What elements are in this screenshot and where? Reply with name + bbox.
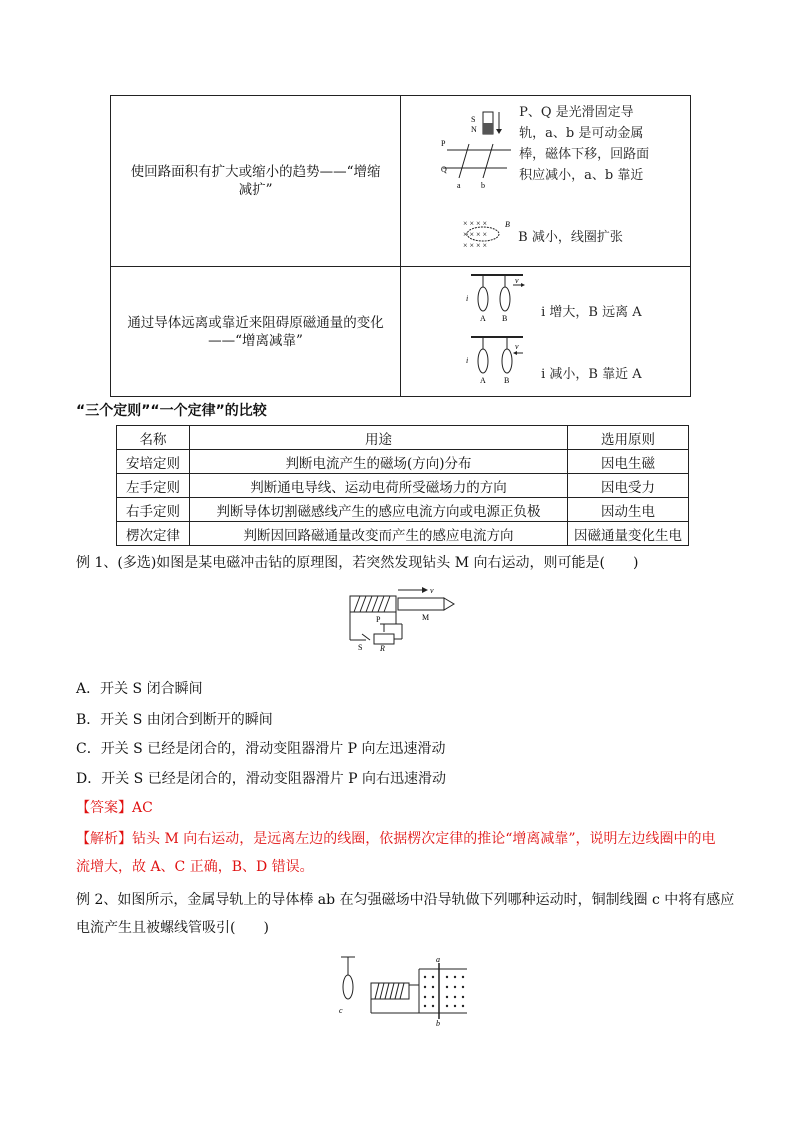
- table-row: [117, 474, 689, 498]
- analysis-text: 钻头 M 向右运动，是远离左边的线圈，依据楞次定律的推论“增离减靠”，说明左边线圈中的电: [132, 831, 716, 847]
- label-q: Q: [441, 165, 447, 174]
- table-row: [117, 522, 689, 546]
- ex2-question-line1: 例 2、如图所示，金属导轨上的导体棒 ab 在匀强磁场中沿导轨做下列哪种运动时，铜制线圈 c 中将有感应: [76, 892, 735, 908]
- row1-figure-cell: [401, 96, 691, 267]
- label-c: c: [339, 1006, 343, 1015]
- phenomena-table: [110, 95, 691, 397]
- row1-desc1: [519, 102, 649, 186]
- row1-label-cell: [111, 96, 401, 267]
- ex1-analysis-line2: 流增大，故 A、C 正确，B、D 错误。: [76, 859, 314, 875]
- label-ring-b: B: [502, 314, 508, 323]
- option-c: C．开关 S 已经是闭合的，滑动变阻器滑片 P 向左迅速滑动: [76, 741, 446, 757]
- svg-text:× × × ×: × × × ×: [463, 241, 488, 250]
- row2-label: 通过导体远离或靠近来阻碍原磁通量的变化——“增离减靠”: [127, 314, 384, 349]
- option-a: A．开关 S 闭合瞬间: [76, 681, 203, 697]
- row1-label: 使回路面积有扩大或缩小的趋势——“增缩减扩”: [130, 164, 381, 198]
- expanding-loop-figure: [461, 218, 517, 252]
- label-v: v: [515, 276, 519, 285]
- option-b: B．开关 S 由闭合到断开的瞬间: [76, 712, 273, 728]
- row2-figure-cell: [401, 267, 691, 397]
- table-cell: 因动生电: [568, 498, 689, 522]
- table-cell: 因电生磁: [568, 450, 689, 474]
- svg-text:× × × ×: × × × ×: [463, 219, 488, 228]
- option-d: D．开关 S 已经是闭合的，滑动变阻器滑片 P 向右迅速滑动: [76, 771, 447, 787]
- row1-desc2: B 减小，线圈扩张: [518, 230, 623, 245]
- ex1-answer: [76, 798, 153, 818]
- table-cell: 判断通电导线、运动电荷所受磁场力的方向: [190, 474, 568, 498]
- ex1-question: 例 1、(多选)如图是某电磁冲击钻的原理图，若突然发现钻头 M 向右运动，则可能是( ): [76, 555, 639, 571]
- table-cell: 右手定则: [117, 498, 190, 522]
- answer-label: 【答案】: [76, 800, 132, 816]
- label-m: M: [422, 613, 430, 622]
- label-i: i: [466, 356, 469, 365]
- table-row: [117, 498, 689, 522]
- label-v: v: [515, 342, 519, 351]
- label-n: N: [471, 125, 477, 134]
- solenoid-rails-figure: [335, 955, 473, 1027]
- header-cell: 名称: [117, 426, 190, 450]
- magnet-rails-figure: [441, 102, 521, 190]
- svg-text:× × × ×: × × × ×: [463, 230, 488, 239]
- answer-value: AC: [132, 800, 153, 816]
- label-r: R: [380, 644, 385, 652]
- impact-drill-figure: [340, 582, 464, 652]
- label-ring-b: B: [504, 376, 510, 385]
- label-s: S: [471, 115, 476, 124]
- row1-desc1-line: 轨，a、b 是可动金属: [519, 126, 644, 141]
- ex1-analysis-line1: [76, 829, 716, 849]
- header-cell: 选用原则: [568, 426, 689, 450]
- label-ring-a: A: [480, 314, 486, 323]
- label-field-b: B: [505, 220, 511, 229]
- table-header-row: [117, 426, 689, 450]
- table-cell: 判断因回路磁通量改变而产生的感应电流方向: [190, 522, 568, 546]
- label-p: P: [376, 615, 381, 624]
- label-i: i: [466, 294, 469, 303]
- ex2-question-line2: 电流产生且被螺线管吸引( ): [76, 920, 269, 936]
- row2-desc1: i 增大，B 远离 A: [541, 305, 642, 320]
- label-b: b: [436, 1019, 440, 1027]
- row2-label-cell: [111, 267, 401, 397]
- ring-repel-figure: [463, 271, 535, 325]
- table-cell: 因电受力: [568, 474, 689, 498]
- label-v: v: [430, 586, 434, 595]
- label-s: S: [358, 643, 363, 652]
- label-b: b: [481, 181, 486, 190]
- row1-desc1-line: 棒，磁体下移，回路面: [519, 147, 650, 162]
- table-cell: 因磁通量变化生电: [568, 522, 689, 546]
- label-a: a: [436, 955, 440, 964]
- ring-attract-figure: [463, 333, 535, 387]
- table-cell: 安培定则: [117, 450, 190, 474]
- label-ring-a: A: [480, 376, 486, 385]
- row1-desc1-line: 积应减小，a、b 靠近: [519, 168, 644, 183]
- header-cell: 用途: [190, 426, 568, 450]
- row2-desc2: i 减小，B 靠近 A: [541, 367, 642, 382]
- row1-desc1-line: P、Q 是光滑固定导: [519, 105, 634, 120]
- table-cell: 判断导体切割磁感线产生的感应电流方向或电源正负极: [190, 498, 568, 522]
- table-row: [117, 450, 689, 474]
- label-a: a: [457, 181, 461, 190]
- table-cell: 楞次定律: [117, 522, 190, 546]
- rules-comparison-table: [116, 425, 689, 546]
- section-title: “三个定则”“一个定律”的比较: [76, 403, 267, 419]
- analysis-label: 【解析】: [76, 831, 132, 847]
- table-cell: 左手定则: [117, 474, 190, 498]
- table-cell: 判断电流产生的磁场(方向)分布: [190, 450, 568, 474]
- label-p: P: [441, 139, 446, 148]
